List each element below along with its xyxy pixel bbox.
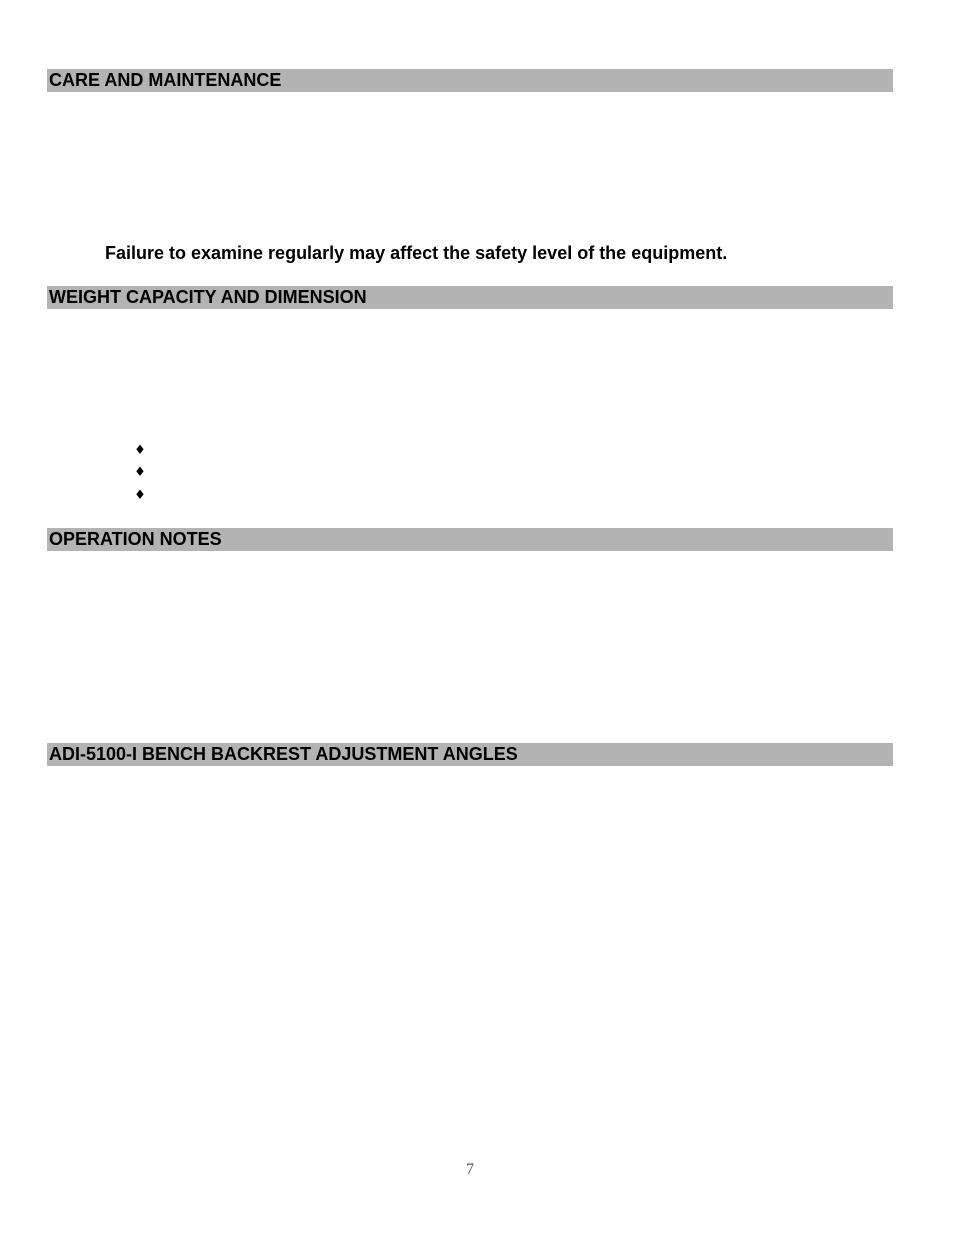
section-header-care-and-maintenance: CARE AND MAINTENANCE	[47, 69, 893, 92]
section-header-weight-capacity: WEIGHT CAPACITY AND DIMENSION	[47, 286, 893, 309]
bullet-diamond-icon: ♦	[134, 443, 146, 458]
bullet-diamond-icon: ♦	[134, 465, 146, 480]
care-warning-text: Failure to examine regularly may affect the safety level of the equipment.	[105, 243, 728, 263]
page-number: 7	[466, 1161, 474, 1178]
section-header-backrest-adjustment-angles: ADI-5100-I BENCH BACKREST ADJUSTMENT ANGLES	[47, 743, 893, 766]
section-header-operation-notes: OPERATION NOTES	[47, 528, 893, 551]
bullet-diamond-icon: ♦	[134, 488, 146, 503]
